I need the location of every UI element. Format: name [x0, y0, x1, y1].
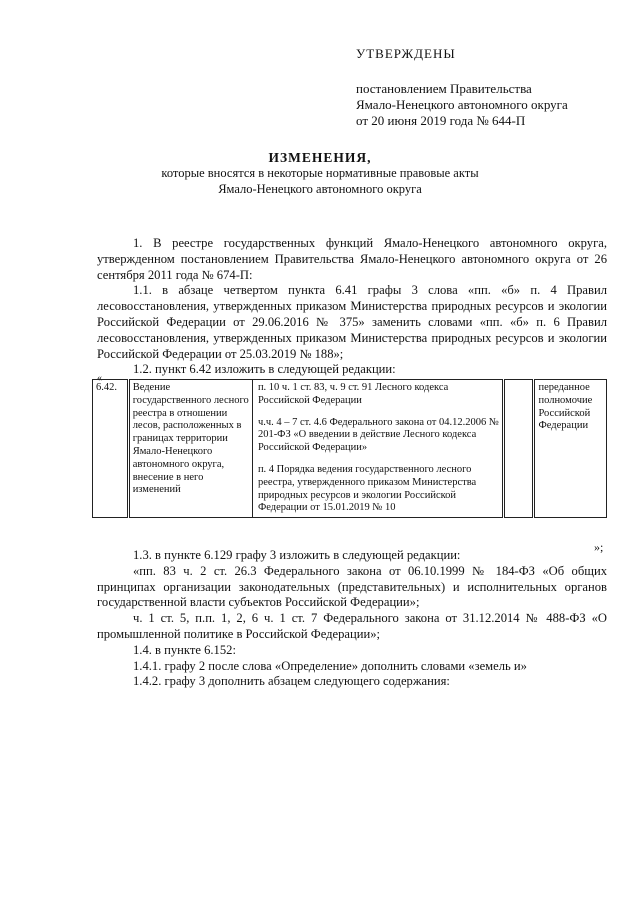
- paragraph-1-4-1: 1.4.1. графу 2 после слова «Определение» дополнить словами «земель и»: [133, 658, 527, 673]
- approval-line-3: от 20 июня 2019 года № 644-П: [356, 113, 526, 128]
- approval-stamp: [356, 46, 568, 129]
- document-title: ИЗМЕНЕНИЯ,: [268, 150, 372, 165]
- document-subtitle-2: Ямало-Ненецкого автономного округа: [218, 182, 422, 196]
- paragraph-488fz: ч. 1 ст. 5, п.п. 1, 2, 6 ч. 1 ст. 7 Федерального закона от 31.12.2014 № 488-ФЗ «О промышленной политике в Российской Федерации»;: [97, 611, 607, 641]
- paragraph-1: 1. В реестре государственных функций Ямало-Ненецкого автономного округа, утвержденном постановлением Правительства Ямало-Ненецкого автономного округа от 26 сентября 2011 года № 674-П:: [97, 236, 607, 282]
- legal-basis-cell: [252, 380, 504, 518]
- approval-line-2: Ямало-Ненецкого автономного округа: [356, 97, 568, 112]
- paragraph-1-4: 1.4. в пункте 6.152:: [133, 642, 236, 657]
- function-name-cell: Ведение государственного лесного реестра в отношении лесов, расположенных в границах территории Ямало-Ненецкого автономного округа, внесение в него изменений: [128, 380, 252, 518]
- paragraph-1-1: 1.1. в абзаце четвертом пункта 6.41 графы 3 слова «пп. «б» п. 4 Правил лесовосстановления, утвержденных приказом Министерства природных ресурсов и экологии Российской Федерации от 29.06.2016 № 375» заменить словами «пп. «б» п. 6 Правил лесовосстановления, утвержденных приказом Министерства природных ресурсов и экологии Российской Федерации от 25.03.2019 № 188»;: [97, 283, 607, 361]
- table-row: [93, 380, 607, 518]
- authority-cell: переданное полномочие Российской Федерации: [534, 380, 607, 518]
- approval-heading: УТВЕРЖДЕНЫ: [356, 46, 456, 61]
- text-block-top: [97, 236, 607, 378]
- document-subtitle-1: которые вносятся в некоторые нормативные правовые акты: [161, 166, 479, 180]
- legal-basis-1: п. 10 ч. 1 ст. 83, ч. 9 ст. 91 Лесного кодекса Российской Федерации: [257, 382, 449, 406]
- legal-basis-2: ч.ч. 4 – 7 ст. 4.6 Федерального закона от 04.12.2006 № 201-ФЗ «О введении в действие Лесного кодекса Российской Федерации»: [257, 416, 499, 454]
- approval-line-1: постановлением Правительства: [356, 81, 532, 96]
- paragraph-1-2: 1.2. пункт 6.42 изложить в следующей редакции:: [133, 362, 396, 377]
- text-block-bottom: [97, 548, 607, 690]
- paragraph-1-3: 1.3. в пункте 6.129 графу 3 изложить в следующей редакции:: [133, 548, 461, 562]
- empty-cell: [504, 380, 534, 518]
- registry-table: [92, 379, 607, 518]
- paragraph-quote-184fz: «пп. 83 ч. 2 ст. 26.3 Федерального закона от 06.10.1999 № 184-ФЗ «Об общих принципах организации законодательных (представительных) и исполнительных органов государственной власти субъектов Российской Федерации»;: [97, 563, 607, 610]
- legal-basis-3: п. 4 Порядка ведения государственного лесного реестра, утвержденного приказом Министерства природных ресурсов и экологии Российской Федерации от 15.01.2019 № 10: [257, 463, 477, 514]
- paragraph-1-4-2: 1.4.2. графу 3 дополнить абзацем следующего содержания:: [133, 674, 450, 689]
- quote-open-mark: «: [97, 373, 102, 384]
- quote-close-mark: »;: [594, 540, 604, 554]
- item-number: 6.42.: [93, 380, 129, 518]
